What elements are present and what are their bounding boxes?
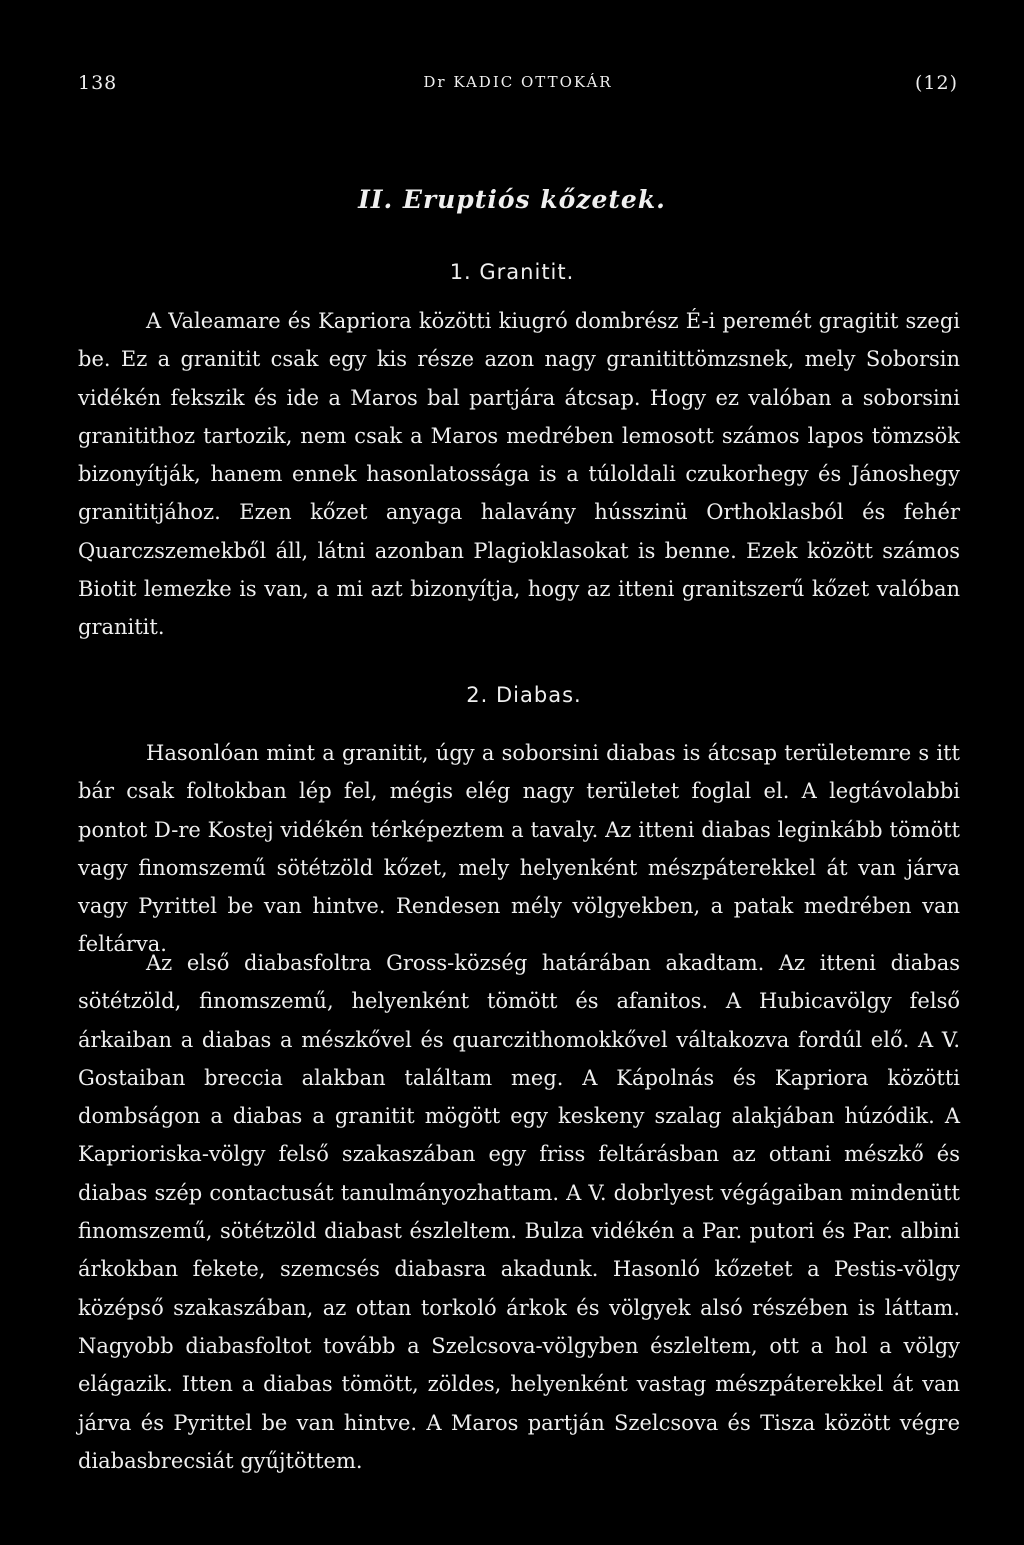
subsection-heading-granitit: 1. Granitit. — [449, 260, 575, 284]
running-author: Dr KADIC OTTOKÁR — [423, 73, 613, 91]
part-number: (12) — [914, 72, 958, 94]
section-title: II. Eruptiós kőzetek. — [358, 185, 666, 214]
paragraph-granitit: A Valeamare és Kapriora közötti kiugró dombrész É-i peremét gragitit szegi be. Ez a granitit csak egy kis része azon nagy granitittömzsnek, mely Soborsin vidékén fekszik és ide a Maros bal partjára átcsap. Hogy ez valóban a soborsini granitithoz tartozik, nem csak a Maros medrében lemosott számos lapos tömzsök bizonyítják, hanem ennek hasonlatossága is a túloldali czukorhegy és Jánoshegy granititjához. Ezen kőzet anyaga halavány hússzinü Orthoklasból és fehér Quarczszemekből áll, látni azonban Plagioklasokat is benne. Ezek között számos Biotit lemezke is van, a mi azt bizonyítja, hogy az itteni granitszerű kőzet valóban granitit. — [78, 309, 960, 640]
paragraph-diabas-localities: Az első diabasfoltra Gross-község határában akadtam. Az itteni diabas sötétzöld, finomszemű, helyenként tömött és afanitos. A Hubicavölgy felső árkaiban a diabas a mészkővel és quarczithomokkővel váltakozva fordúl elő. A V. Gostaiban breccia alakban találtam meg. A Kápolnás és Kapriora közötti dombságon a diabas a granitit mögött egy keskeny szalag alakjában húzódik. A Kaprioriska-völgy felső szakaszában egy friss feltárásban az ottani mészkő és diabas szép contactusát tanulmányozhattam. A V. dobrlyest végágaiban mindenütt finomszemű, sötétzöld diabast észleltem. Bulza vidékén a Par. putori és Par. albini árkokban fekete, szemcsés diabasra akadunk. Hasonló kőzetet a Pestis-völgy középső szakaszában, az ottan torkoló árkok és völgyek alsó részében is láttam. Nagyobb diabasfoltot tovább a Szelcsova-völgyben észleltem, ott a hol a völgy elágazik. Itten a diabas tömött, zöldes, helyenként vastag mészpáterekkel át van járva és Pyrittel be van hintve. A Maros partján Szelcsova és Tisza között végre diabasbrecsiát gyűjtöttem. — [78, 951, 960, 1473]
page-number: 138 — [78, 72, 118, 94]
paragraph-diabas-intro: Hasonlóan mint a granitit, úgy a soborsini diabas is átcsap területemre s itt bár csak foltokban lép fel, mégis elég nagy területet foglal el. A legtávolabbi pontot D-re Kostej vidékén térképeztem a tavaly. Az itteni diabas leginkább tömött vagy finomszemű sötétzöld kőzet, mely helyenként mészpáterekkel át van járva vagy Pyrittel be van hintve. Rendesen mély völgyekben, a patak medrében van feltárva. — [78, 741, 960, 957]
running-header — [78, 72, 958, 102]
subsection-heading-diabas: 2. Diabas. — [466, 683, 582, 707]
